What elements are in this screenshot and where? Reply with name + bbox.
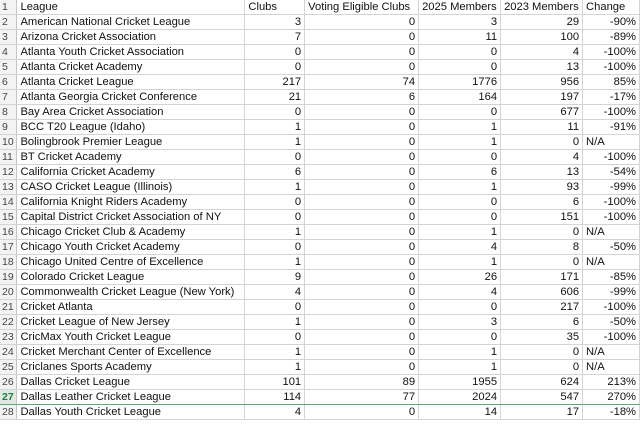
cell-league[interactable]: Dallas Leather Cricket League	[17, 390, 245, 405]
cell-voting-eligible-clubs[interactable]: 0	[305, 300, 419, 315]
cell-2025-members[interactable]: 4	[419, 240, 501, 255]
cell-2025-members[interactable]: 1	[419, 345, 501, 360]
table-row	[0, 120, 640, 135]
cell-league[interactable]: Dallas Cricket League	[17, 375, 245, 390]
cell-clubs[interactable]: 21	[245, 90, 305, 105]
row-number[interactable]: 8	[0, 105, 17, 120]
cell-clubs[interactable]: 1	[245, 345, 305, 360]
cell-change[interactable]: -50%	[583, 240, 640, 255]
cell-2023-members[interactable]: 197	[501, 90, 583, 105]
cell-league[interactable]: Dallas Youth Cricket League	[17, 405, 245, 420]
cell-2023-members[interactable]: 17	[501, 405, 583, 420]
cell-voting-eligible-clubs[interactable]: 0	[305, 270, 419, 285]
table-row	[0, 375, 640, 390]
cell-2025-members[interactable]: 14	[419, 405, 501, 420]
cell-change[interactable]: -90%	[583, 15, 640, 30]
table-row	[0, 30, 640, 45]
cell-2023-members[interactable]: 29	[501, 15, 583, 30]
cell-change[interactable]: N/A	[583, 345, 640, 360]
cell-2023-members[interactable]: 677	[501, 105, 583, 120]
cell-2025-members[interactable]: 0	[419, 150, 501, 165]
row-number[interactable]: 17	[0, 240, 17, 255]
cell-clubs[interactable]: 1	[245, 255, 305, 270]
cell-clubs[interactable]: 0	[245, 240, 305, 255]
cell-2025-members[interactable]: 0	[419, 330, 501, 345]
cell-change[interactable]: -50%	[583, 315, 640, 330]
row-number[interactable]: 12	[0, 165, 17, 180]
cell-league[interactable]: California Knight Riders Academy	[17, 195, 245, 210]
cell-change[interactable]: -100%	[583, 45, 640, 60]
row-number[interactable]: 19	[0, 270, 17, 285]
cell-voting-eligible-clubs[interactable]: 0	[305, 180, 419, 195]
cell-voting-eligible-clubs[interactable]: 0	[305, 45, 419, 60]
cell-clubs[interactable]: 0	[245, 45, 305, 60]
row-number[interactable]: 25	[0, 360, 17, 375]
table-row	[0, 90, 640, 105]
cell-2023-members[interactable]: 217	[501, 300, 583, 315]
cell-voting-eligible-clubs[interactable]: 0	[305, 315, 419, 330]
table-row	[0, 195, 640, 210]
cell-2025-members[interactable]: 1	[419, 360, 501, 375]
cell-voting-eligible-clubs[interactable]: 0	[305, 330, 419, 345]
header-clubs[interactable]: Clubs	[245, 0, 305, 15]
cell-voting-eligible-clubs[interactable]: 6	[305, 90, 419, 105]
cell-clubs[interactable]: 1	[245, 180, 305, 195]
table-row	[0, 270, 640, 285]
cell-league[interactable]: California Cricket Academy	[17, 165, 245, 180]
table-row	[0, 390, 640, 405]
cell-2023-members[interactable]: 11	[501, 120, 583, 135]
cell-2023-members[interactable]: 0	[501, 135, 583, 150]
cell-2025-members[interactable]: 0	[419, 195, 501, 210]
cell-voting-eligible-clubs[interactable]: 0	[305, 285, 419, 300]
cell-change[interactable]: -99%	[583, 180, 640, 195]
cell-2025-members[interactable]: 1	[419, 135, 501, 150]
table-row	[0, 315, 640, 330]
table-row	[0, 240, 640, 255]
cell-2023-members[interactable]: 171	[501, 270, 583, 285]
cell-2023-members[interactable]: 0	[501, 345, 583, 360]
cell-voting-eligible-clubs[interactable]: 89	[305, 375, 419, 390]
table-row	[0, 105, 640, 120]
cell-2023-members[interactable]: 35	[501, 330, 583, 345]
cell-voting-eligible-clubs[interactable]: 0	[305, 195, 419, 210]
cell-change[interactable]: -100%	[583, 105, 640, 120]
table-row	[0, 165, 640, 180]
row-number[interactable]: 26	[0, 375, 17, 390]
cell-league[interactable]: Atlanta Cricket League	[17, 75, 245, 90]
cell-voting-eligible-clubs[interactable]: 0	[305, 135, 419, 150]
cell-change[interactable]: -100%	[583, 195, 640, 210]
row-number[interactable]: 13	[0, 180, 17, 195]
cell-change[interactable]: -18%	[583, 405, 640, 420]
cell-2023-members[interactable]: 93	[501, 180, 583, 195]
cell-2025-members[interactable]: 1776	[419, 75, 501, 90]
cell-2025-members[interactable]: 164	[419, 90, 501, 105]
table-row	[0, 180, 640, 195]
cell-2025-members[interactable]: 11	[419, 30, 501, 45]
cell-change[interactable]: 85%	[583, 75, 640, 90]
cell-2025-members[interactable]: 6	[419, 165, 501, 180]
cell-clubs[interactable]: 1	[245, 315, 305, 330]
cell-2025-members[interactable]: 1	[419, 180, 501, 195]
cell-league[interactable]: Bolingbrook Premier League	[17, 135, 245, 150]
cell-clubs[interactable]: 101	[245, 375, 305, 390]
row-number[interactable]: 5	[0, 60, 17, 75]
cell-2025-members[interactable]: 3	[419, 15, 501, 30]
cell-league[interactable]: BT Cricket Academy	[17, 150, 245, 165]
cell-league[interactable]: BCC T20 League (Idaho)	[17, 120, 245, 135]
cell-clubs[interactable]: 0	[245, 150, 305, 165]
table-row	[0, 330, 640, 345]
cell-league[interactable]: Colorado Cricket League	[17, 270, 245, 285]
row-number[interactable]: 9	[0, 120, 17, 135]
cell-clubs[interactable]: 4	[245, 285, 305, 300]
table-row	[0, 60, 640, 75]
row-number[interactable]: 21	[0, 300, 17, 315]
cell-2023-members[interactable]: 0	[501, 360, 583, 375]
cell-2023-members[interactable]: 6	[501, 195, 583, 210]
cell-clubs[interactable]: 1	[245, 120, 305, 135]
cell-voting-eligible-clubs[interactable]: 0	[305, 240, 419, 255]
cell-clubs[interactable]: 7	[245, 30, 305, 45]
table-row	[0, 285, 640, 300]
cell-change[interactable]: 270%	[583, 390, 640, 405]
cell-clubs[interactable]: 0	[245, 105, 305, 120]
cell-2025-members[interactable]: 1	[419, 225, 501, 240]
row-number[interactable]: 15	[0, 210, 17, 225]
header-voting-eligible-clubs[interactable]: Voting Eligible Clubs	[305, 0, 419, 15]
table-row	[0, 345, 640, 360]
header-change[interactable]: Change	[583, 0, 640, 15]
cell-league[interactable]: Chicago United Centre of Excellence	[17, 255, 245, 270]
cell-voting-eligible-clubs[interactable]: 0	[305, 30, 419, 45]
cell-change[interactable]: -100%	[583, 60, 640, 75]
row-number[interactable]: 14	[0, 195, 17, 210]
cell-league[interactable]: Atlanta Georgia Cricket Conference	[17, 90, 245, 105]
cell-2025-members[interactable]: 1	[419, 120, 501, 135]
cell-2025-members[interactable]: 0	[419, 300, 501, 315]
cell-2023-members[interactable]: 4	[501, 45, 583, 60]
cell-change[interactable]: -100%	[583, 150, 640, 165]
cell-clubs[interactable]: 0	[245, 195, 305, 210]
cell-change[interactable]: N/A	[583, 135, 640, 150]
cell-voting-eligible-clubs[interactable]: 0	[305, 60, 419, 75]
table-row	[0, 135, 640, 150]
row-number[interactable]: 24	[0, 345, 17, 360]
cell-2025-members[interactable]: 1955	[419, 375, 501, 390]
cell-clubs[interactable]: 9	[245, 270, 305, 285]
cell-2023-members[interactable]: 606	[501, 285, 583, 300]
cell-league[interactable]: Criclanes Sports Academy	[17, 360, 245, 375]
row-number[interactable]: 23	[0, 330, 17, 345]
row-number[interactable]: 22	[0, 315, 17, 330]
cell-2025-members[interactable]: 2024	[419, 390, 501, 405]
cell-clubs[interactable]: 1	[245, 135, 305, 150]
cell-clubs[interactable]: 6	[245, 165, 305, 180]
cell-voting-eligible-clubs[interactable]: 0	[305, 360, 419, 375]
cell-clubs[interactable]: 1	[245, 360, 305, 375]
cell-2023-members[interactable]: 100	[501, 30, 583, 45]
cell-voting-eligible-clubs[interactable]: 0	[305, 210, 419, 225]
cell-league[interactable]: Cricket League of New Jersey	[17, 315, 245, 330]
cell-league[interactable]: American National Cricket League	[17, 15, 245, 30]
cell-voting-eligible-clubs[interactable]: 74	[305, 75, 419, 90]
cell-clubs[interactable]: 217	[245, 75, 305, 90]
table-row	[0, 75, 640, 90]
cell-league[interactable]: Chicago Youth Cricket Academy	[17, 240, 245, 255]
cell-league[interactable]: Chicago Cricket Club & Academy	[17, 225, 245, 240]
cell-change[interactable]: -99%	[583, 285, 640, 300]
cell-voting-eligible-clubs[interactable]: 0	[305, 225, 419, 240]
cell-change[interactable]: -89%	[583, 30, 640, 45]
row-number[interactable]: 20	[0, 285, 17, 300]
cell-2023-members[interactable]: 6	[501, 315, 583, 330]
row-number[interactable]: 11	[0, 150, 17, 165]
cell-2023-members[interactable]: 4	[501, 150, 583, 165]
cell-clubs[interactable]: 3	[245, 15, 305, 30]
cell-voting-eligible-clubs[interactable]: 0	[305, 150, 419, 165]
table-row	[0, 15, 640, 30]
cell-2023-members[interactable]: 151	[501, 210, 583, 225]
cell-league[interactable]: Arizona Cricket Association	[17, 30, 245, 45]
cell-clubs[interactable]: 4	[245, 405, 305, 420]
cell-change[interactable]: -91%	[583, 120, 640, 135]
cell-voting-eligible-clubs[interactable]: 0	[305, 120, 419, 135]
cell-2023-members[interactable]: 956	[501, 75, 583, 90]
cell-clubs[interactable]: 0	[245, 60, 305, 75]
table-row	[0, 150, 640, 165]
cell-change[interactable]: -54%	[583, 165, 640, 180]
cell-league[interactable]: Cricket Atlanta	[17, 300, 245, 315]
cell-clubs[interactable]: 0	[245, 300, 305, 315]
cell-league[interactable]: Capital District Cricket Association of NY	[17, 210, 245, 225]
row-number[interactable]: 16	[0, 225, 17, 240]
row-number[interactable]: 2	[0, 15, 17, 30]
cell-change[interactable]: -100%	[583, 300, 640, 315]
cell-change[interactable]: -85%	[583, 270, 640, 285]
cell-2025-members[interactable]: 0	[419, 45, 501, 60]
cell-voting-eligible-clubs[interactable]: 0	[305, 15, 419, 30]
cell-change[interactable]: 213%	[583, 375, 640, 390]
row-number[interactable]: 1	[0, 0, 17, 15]
cell-2025-members[interactable]: 0	[419, 105, 501, 120]
header-2023-members[interactable]: 2023 Members	[501, 0, 583, 15]
cell-2023-members[interactable]: 13	[501, 60, 583, 75]
cell-2023-members[interactable]: 624	[501, 375, 583, 390]
cell-change[interactable]: N/A	[583, 255, 640, 270]
cell-2025-members[interactable]: 1	[419, 255, 501, 270]
cell-clubs[interactable]: 0	[245, 210, 305, 225]
table-row	[0, 210, 640, 225]
cell-2025-members[interactable]: 4	[419, 285, 501, 300]
cell-voting-eligible-clubs[interactable]: 0	[305, 345, 419, 360]
cell-league[interactable]: Bay Area Cricket Association	[17, 105, 245, 120]
cell-league[interactable]: Commonwealth Cricket League (New York)	[17, 285, 245, 300]
cell-2025-members[interactable]: 0	[419, 60, 501, 75]
cell-2023-members[interactable]: 13	[501, 165, 583, 180]
cell-voting-eligible-clubs[interactable]: 0	[305, 405, 419, 420]
row-number[interactable]: 7	[0, 90, 17, 105]
table-row	[0, 300, 640, 315]
cell-voting-eligible-clubs[interactable]: 0	[305, 105, 419, 120]
row-number[interactable]: 10	[0, 135, 17, 150]
header-2025-members[interactable]: 2025 Members	[419, 0, 501, 15]
cell-league[interactable]: CricMax Youth Cricket League	[17, 330, 245, 345]
cell-league[interactable]: Atlanta Cricket Academy	[17, 60, 245, 75]
cell-change[interactable]: N/A	[583, 225, 640, 240]
cell-clubs[interactable]: 0	[245, 330, 305, 345]
table-row	[0, 255, 640, 270]
cell-voting-eligible-clubs[interactable]: 0	[305, 165, 419, 180]
cell-change[interactable]: N/A	[583, 360, 640, 375]
cell-2023-members[interactable]: 0	[501, 255, 583, 270]
cell-clubs[interactable]: 114	[245, 390, 305, 405]
cell-voting-eligible-clubs[interactable]: 77	[305, 390, 419, 405]
row-number[interactable]: 4	[0, 45, 17, 60]
cell-league[interactable]: Atlanta Youth Cricket Association	[17, 45, 245, 60]
row-number[interactable]: 28	[0, 405, 17, 420]
cell-2023-members[interactable]: 0	[501, 225, 583, 240]
row-number[interactable]: 3	[0, 30, 17, 45]
header-row	[0, 0, 640, 15]
table-row	[0, 405, 640, 420]
cell-2025-members[interactable]: 3	[419, 315, 501, 330]
cell-clubs[interactable]: 1	[245, 225, 305, 240]
cell-change[interactable]: -17%	[583, 90, 640, 105]
cell-league[interactable]: CASO Cricket League (Illinois)	[17, 180, 245, 195]
row-number[interactable]: 18	[0, 255, 17, 270]
header-league[interactable]: League	[17, 0, 245, 15]
row-number[interactable]: 27	[0, 390, 17, 405]
cell-2023-members[interactable]: 8	[501, 240, 583, 255]
cell-change[interactable]: -100%	[583, 330, 640, 345]
cell-2025-members[interactable]: 26	[419, 270, 501, 285]
cell-2025-members[interactable]: 0	[419, 210, 501, 225]
table-row	[0, 225, 640, 240]
cell-voting-eligible-clubs[interactable]: 0	[305, 255, 419, 270]
table-row	[0, 45, 640, 60]
row-number[interactable]: 6	[0, 75, 17, 90]
cell-2023-members[interactable]: 547	[501, 390, 583, 405]
cell-league[interactable]: Cricket Merchant Center of Excellence	[17, 345, 245, 360]
table-row	[0, 360, 640, 375]
cell-change[interactable]: -100%	[583, 210, 640, 225]
